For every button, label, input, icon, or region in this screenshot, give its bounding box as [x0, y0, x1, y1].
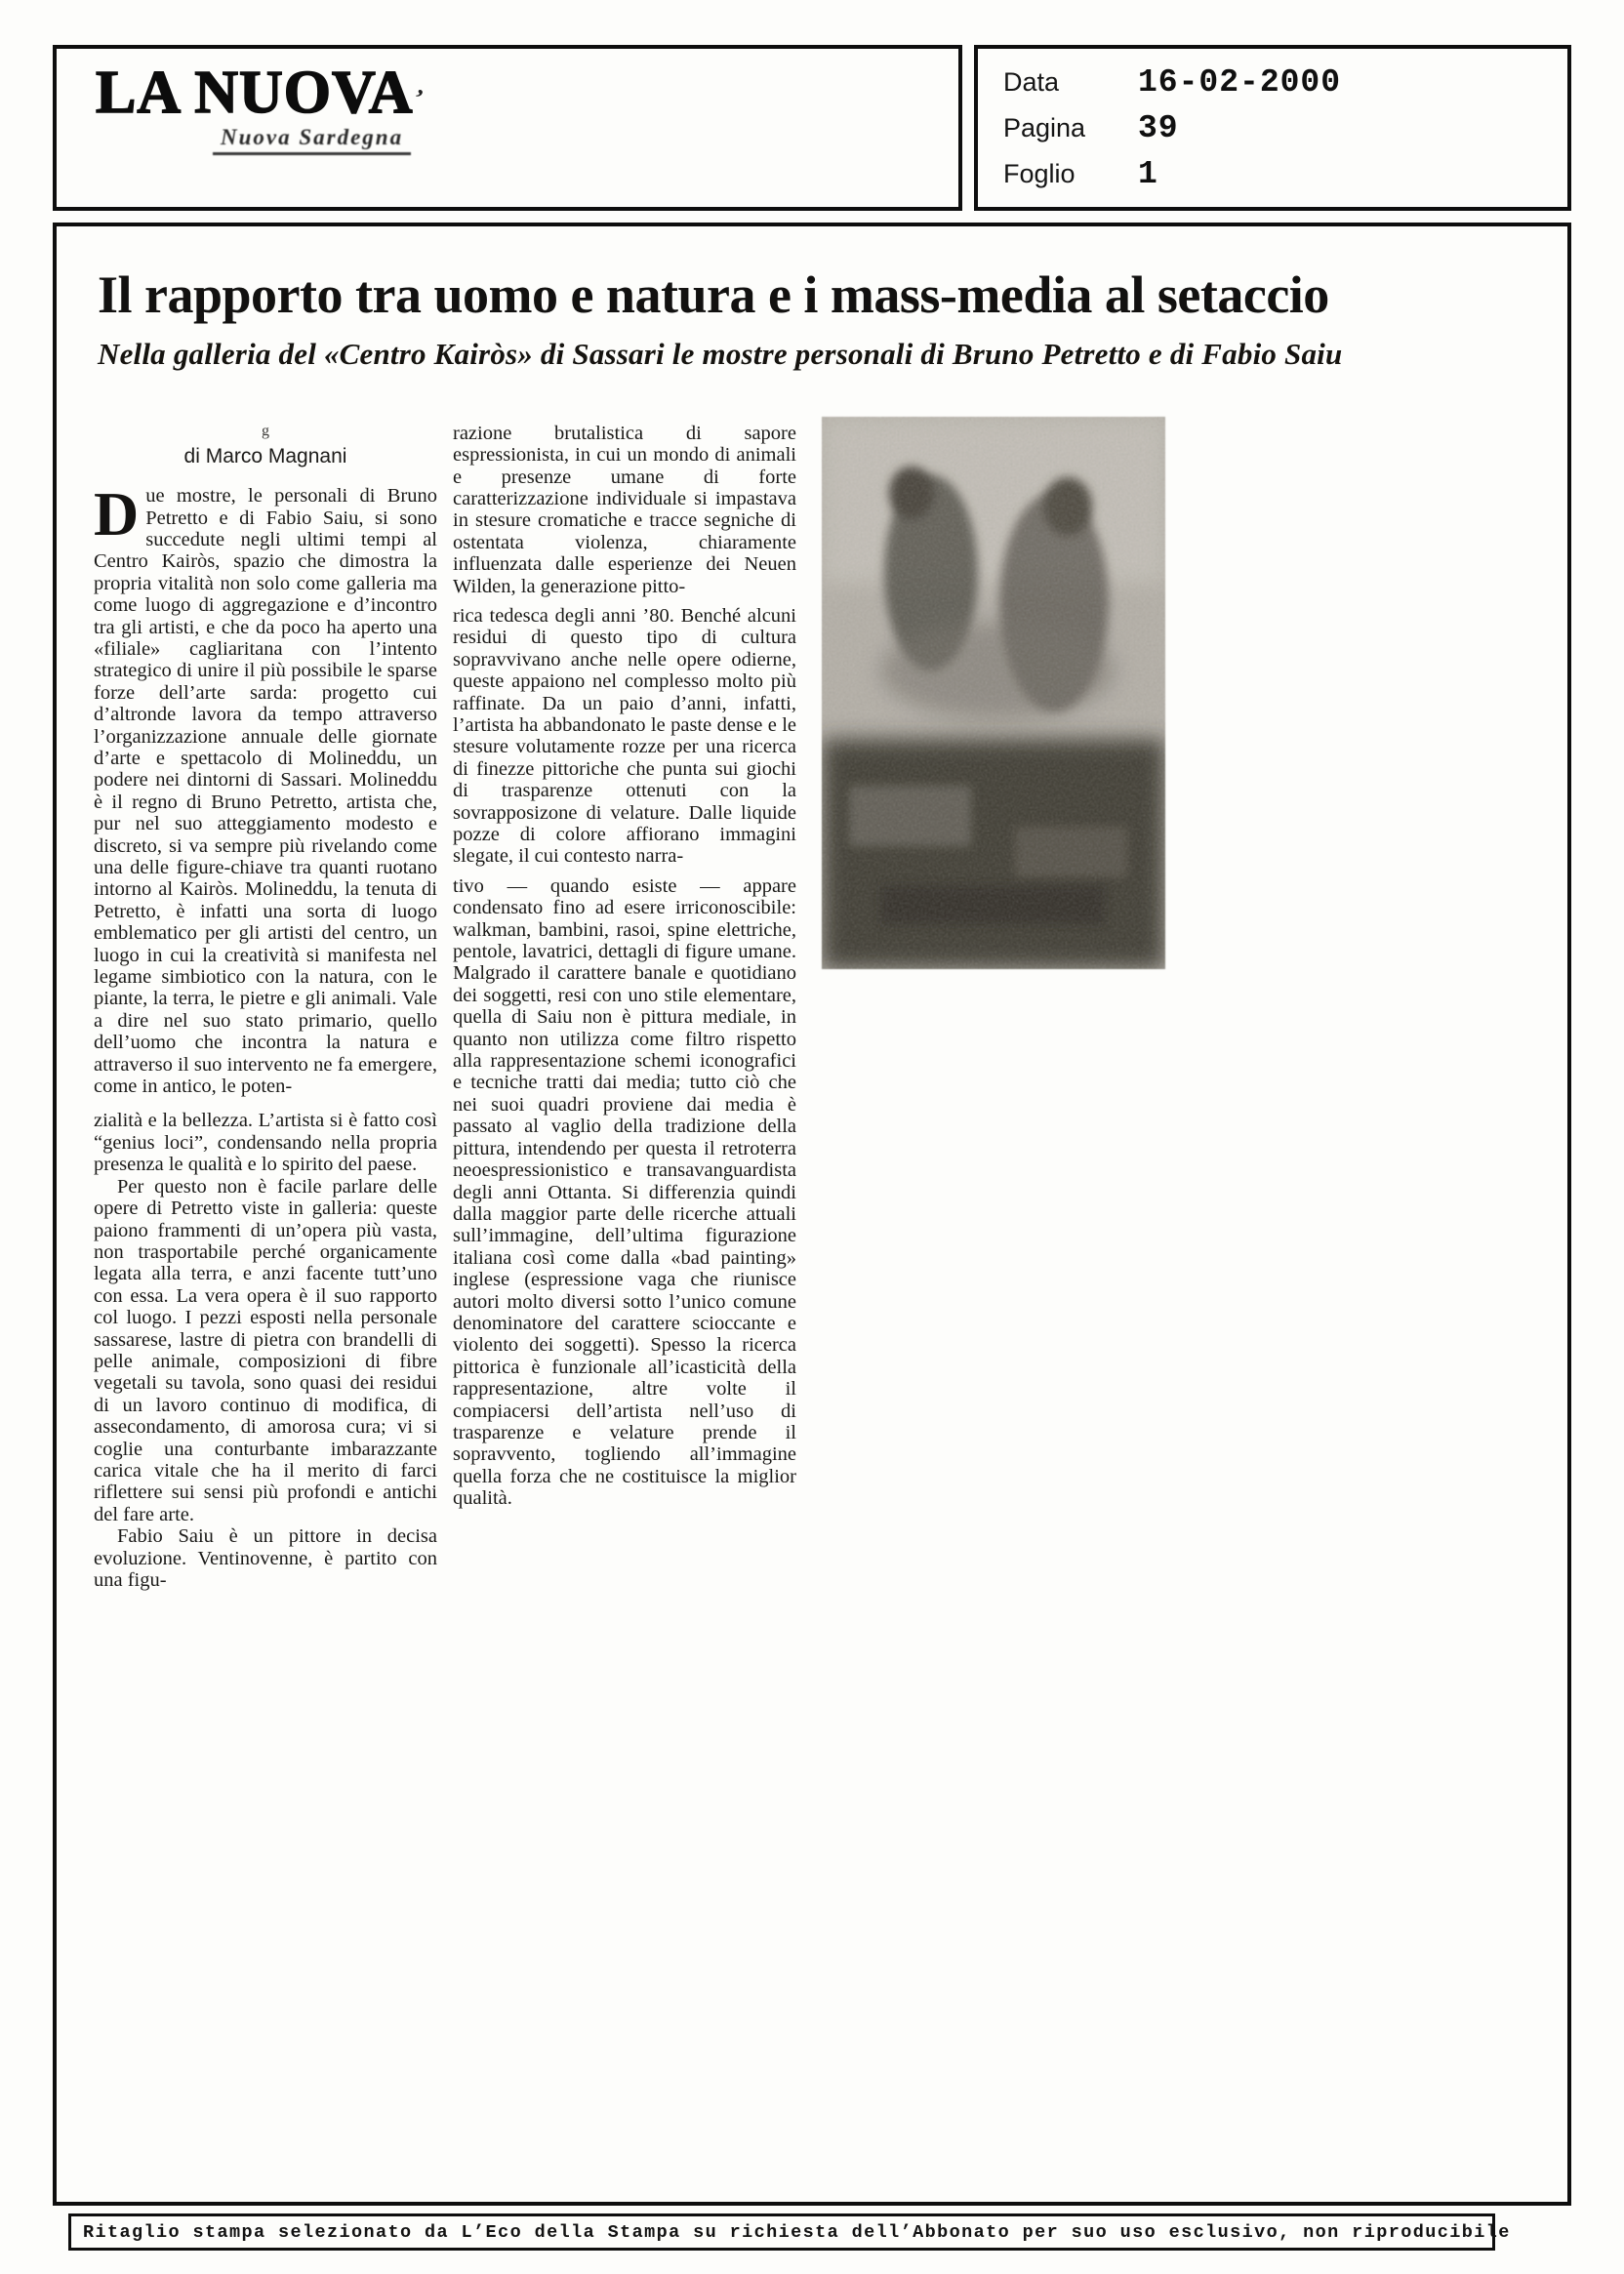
paragraph: rica tedesca degli anni ’80. Benché alcuni residui di questo tipo di cultura sopravvivano anche nelle opere odierne, queste appaiono nel complesso molto più raffinate. Da un paio d’anni, infatti, l’artista ha abbandonato le paste dense e le stesure volutamente rozze per una ricerca di finezze pittoriche che punta sui giochi di trasparenze ottenuti con la sovrapposizone di velature. Dalle liquide pozze di colore affiorano immagini slegate, il cui contesto narra-	[453, 604, 796, 868]
logo-flourish-mark: ’	[409, 83, 426, 113]
newspaper-logo	[96, 60, 958, 126]
article-box	[53, 223, 1571, 2206]
article-byline: di Marco Magnani	[183, 444, 347, 467]
paragraph	[94, 479, 437, 1098]
paragraph: Per questo non è facile parlare delle opere di Petretto viste in galleria: queste paiono frammenti di un’opera più vasta, non trasportabile perché organicamente legata alla terra, e anzi facente tutt’uno con essa. La vera opera è il suo rapporto col luogo. I pezzi esposti nella personale sassarese, lastre di pietra con brandelli di pelle animale, composizioni di fibre vegetali su tavola, sono quasi dei residui di un lavoro continuo di modifica, di assecondamento, di amorosa cura; vi si coglie una conturbante imbarazzante carica vitale che ha il merito di farci riflettere sui sensi più profondi e antichi del fare arte.	[94, 1175, 437, 1525]
article-body	[94, 423, 1519, 1592]
meta-label-date: Data	[1003, 67, 1060, 97]
stray-print-mark: g	[262, 422, 269, 439]
meta-row-date	[1003, 64, 1567, 101]
paragraph: Fabio Saiu è un pittore in decisa evoluzione. Ventinovenne, è partito con una figu-	[94, 1525, 437, 1591]
paragraph: razione brutalistica di sapore espressionista, in cui un mondo di animali e presenze umane di forte caratterizzazione individuale si impastava in stesure cromatiche e tracce segniche di ostentata violenza, chiaramente influenzata dalle esperienze dei Neuen Wilden, la generazione pitto-	[453, 422, 796, 597]
paragraph-text: ue mostre, le personali di Bruno Petretto e di Fabio Saiu, si sono succedute negli ultimi tempi al Centro Kairòs, spazio che dimostra la propria vitalità non solo come galleria ma come luogo di aggregazione e d’incontro tra gli artisti, e che da poco ha aperto una «filiale» cagliaritana con l’intento strategico di unire il più possibile le sparse forze dell’arte sarda: progetto cui d’altronde lavora da tempo attraverso l’organizzazione annuale delle giornate d’arte e spettacolo di Molineddu, un podere nei dintorni di Sassari. Molineddu è il regno di Bruno Petretto, artista che, pur nel suo atteggiamento modesto e discreto, si va sempre più rivelando come una delle figure-chiave tra quanti ruotano intorno al Kairòs. Molineddu, la tenuta di Petretto, è infatti una sorta di luogo emblematico per gli artisti del centro, un luogo in cui la creatività si manifesta nel legame simbiotico con la natura, con le piante, la terra, le pietre e gli animali. Vale a dire nel suo stato primario, quello dell’uomo che incontra la natura e attraverso il suo intervento ne fa emergere, come in antico, le poten-	[94, 485, 437, 1098]
paragraph: zialità e la bellezza. L’artista si è fatto così “genius loci”, condensando nella propria presenza le qualità e lo spirito del paese.	[94, 1110, 437, 1176]
article-headline: Il rapporto tra uomo e natura e i mass-media al setaccio	[98, 265, 1329, 324]
meta-value-sheet: 1	[1138, 156, 1158, 192]
artwork-photo	[822, 417, 1165, 974]
footer-notice: Ritaglio stampa selezionato da L’Eco della Stampa su richiesta dell’Abbonato per suo uso esclusivo, non riproducibile	[83, 2221, 1511, 2243]
footer-strip	[68, 2213, 1511, 2251]
article-subhead: Nella galleria del «Centro Kairòs» di Sassari le mostre personali di Bruno Petretto e di Fabio Saiu	[98, 336, 1343, 371]
masthead-box	[53, 45, 962, 211]
paragraph: tivo — quando esiste — appare condensato fino ad esere irriconoscibile: walkman, bambini, rasoi, spine elettriche, pentole, lavatrici, dettagli di figure umane. Malgrado il carattere banale e quotidiano dei soggetti, resi con uno stile elementare, quella di Saiu non è pittura mediale, in quanto non utilizza come filtro rispetto alla rappresentazione schemi iconografici e tecniche tratti dai media; tutto ciò che nei suoi quadri proviene dai media è passato al vaglio della tradizione della pittura, intendendo per questa il retroterra neoespressionistico e transavanguardista degli anni Ottanta. Si differenzia quindi dalla maggior parte delle ricerche attuali sull’immagine, dell’ultima figurazione italiana così come dalla «bad painting» inglese (espressione vaga che riunisce autori molto diversi sotto l’unico comune denominatore del carattere scioccante e violento dei soggetti). Spesso la ricerca pittorica è funzionale all’icasticità della rappresentazione, altre volte il compiacersi dell’artista nell’uso di trasparenze e velature prende il sopravvento, togliendo all’immagine quella forza che ne costituisce la miglior qualità.	[453, 874, 796, 1510]
meta-row-page	[1003, 110, 1567, 146]
newspaper-logo-text: LA NUOVA	[96, 60, 414, 126]
newspaper-logo-subtitle: Nuova Sardegna	[213, 125, 411, 155]
meta-label-sheet: Foglio	[1003, 159, 1076, 188]
article-column-1	[94, 423, 437, 1592]
header-row	[53, 45, 1571, 211]
meta-value-date: 16-02-2000	[1138, 64, 1342, 101]
meta-row-sheet	[1003, 156, 1567, 192]
meta-label-page: Pagina	[1003, 113, 1086, 142]
artwork-photo-image	[822, 417, 1165, 969]
clipping-meta-box	[974, 45, 1571, 211]
drop-cap: D	[94, 479, 140, 549]
meta-value-page: 39	[1138, 110, 1179, 146]
article-column-2	[453, 423, 796, 1510]
